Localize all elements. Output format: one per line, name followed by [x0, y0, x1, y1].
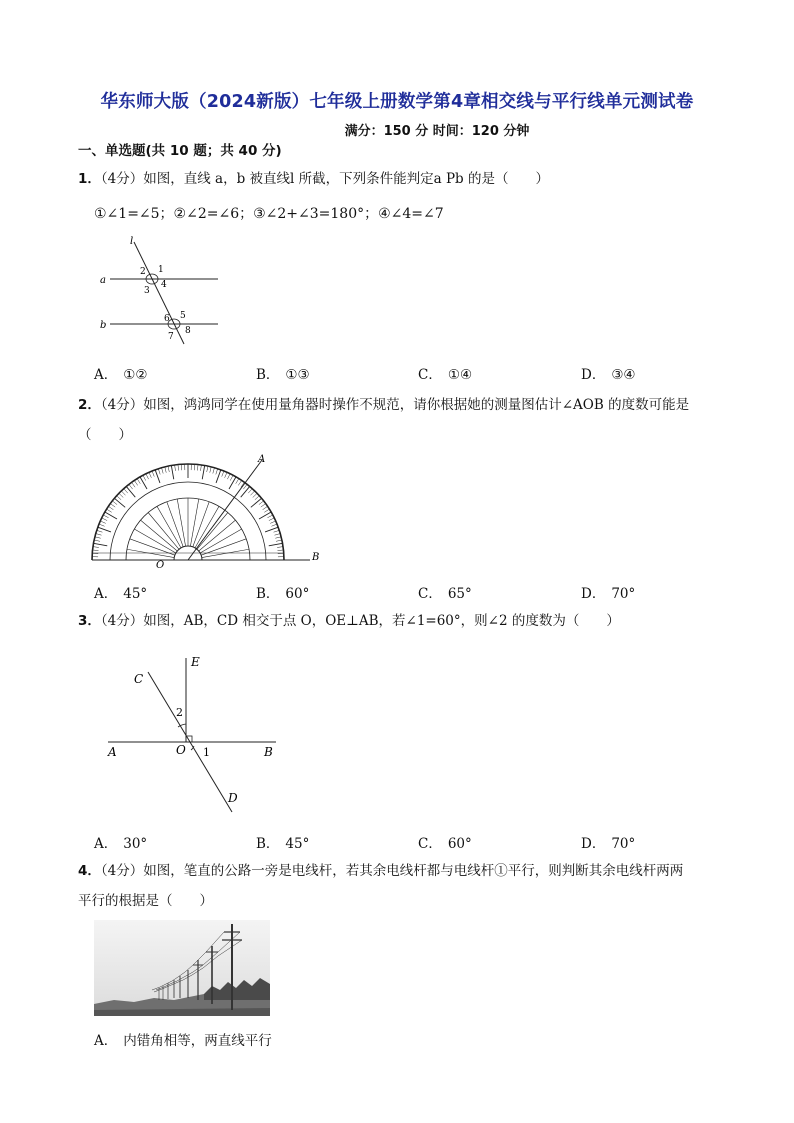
- angle-6: 6: [164, 314, 170, 324]
- power-poles-photo: [94, 920, 270, 1016]
- protractor-tick: [94, 540, 100, 541]
- protractor-tick: [267, 515, 272, 518]
- section-heading: 一、单选题(共 10 题；共 40 分): [78, 143, 282, 159]
- protractor-tick: [236, 479, 239, 484]
- option-d[interactable]: D． 70°: [581, 586, 636, 602]
- protractor-tick: [149, 472, 151, 477]
- protractor-tick: [264, 509, 269, 512]
- protractor-tick: [102, 518, 107, 521]
- protractor-tick: [197, 465, 198, 471]
- option-a[interactable]: A． 45°: [94, 586, 148, 602]
- protractor-tick: [269, 518, 274, 521]
- question-number: 3．: [78, 613, 101, 629]
- option-a[interactable]: A． 30°: [94, 836, 148, 852]
- protractor-tick: [274, 530, 280, 532]
- protractor-tick: [251, 498, 262, 507]
- protractor-tick: [124, 489, 128, 493]
- option-a[interactable]: A． 内错角相等，两直线平行: [94, 1033, 272, 1049]
- protractor-tick: [110, 504, 115, 508]
- protractor-tick: [278, 550, 284, 551]
- protractor-tick: [134, 480, 137, 485]
- question-1-conditions: ①∠1=∠5；②∠2=∠6；③∠2+∠3=180°；④∠4=∠7: [94, 206, 444, 222]
- protractor-spoke: [127, 549, 174, 557]
- option-c[interactable]: C． ①④: [418, 367, 473, 383]
- option-a[interactable]: A． ①②: [94, 367, 148, 383]
- option-b[interactable]: B． 45°: [256, 836, 310, 852]
- protractor-tick: [143, 475, 146, 480]
- exam-meta: 满分：150 分 时间：120 分钟: [344, 124, 530, 139]
- protractor-tick: [100, 521, 105, 523]
- protractor-tick: [121, 491, 125, 495]
- question-text-continued: （ ）: [78, 427, 132, 443]
- protractor-tick: [210, 467, 211, 473]
- question-number: 4．: [78, 863, 101, 879]
- protractor-tick: [114, 498, 125, 507]
- protractor-tick: [96, 534, 102, 536]
- protractor-tick: [222, 471, 224, 477]
- angle-7: 7: [168, 332, 174, 342]
- option-b[interactable]: B． ①③: [256, 367, 310, 383]
- option-d[interactable]: D． 70°: [581, 836, 636, 852]
- protractor-tick: [162, 468, 164, 474]
- question-text: （4分）如图，笔直的公路一旁是电线杆，若其余电线杆都与电线杆①平行，则判断其余电线杆两两: [100, 863, 684, 879]
- protractor-tick: [241, 486, 250, 497]
- protractor-tick: [230, 475, 233, 480]
- protractor-tick: [225, 472, 227, 477]
- protractor-tick: [178, 465, 179, 471]
- protractor-tick: [276, 540, 282, 541]
- protractor-tick: [263, 506, 268, 509]
- label-b: B: [264, 745, 273, 759]
- protractor-spoke: [190, 499, 198, 546]
- protractor-tick: [105, 512, 117, 519]
- protractor-tick: [168, 466, 169, 472]
- protractor-tick: [132, 482, 136, 487]
- label-a: A: [258, 454, 266, 465]
- option-c[interactable]: C． 65°: [418, 586, 472, 602]
- label-o: O: [156, 560, 165, 570]
- protractor-tick: [255, 496, 259, 500]
- angle-2-label: 2: [176, 706, 183, 719]
- angle-5: 5: [180, 311, 186, 321]
- protractor-tick: [103, 515, 108, 518]
- question-4: [78, 856, 738, 916]
- protractor-tick: [227, 474, 230, 479]
- protractor-tick: [165, 467, 166, 473]
- question-1-figure: [92, 232, 232, 350]
- question-text: （4分）如图，AB，CD 相交于点 O，OE⊥AB，若∠1=60°，则∠2 的度数为（ ）: [100, 613, 620, 629]
- label-l: l: [130, 236, 134, 247]
- protractor-tick: [108, 506, 113, 509]
- protractor-tick: [126, 486, 135, 497]
- question-text: （4分）如图，鸿鸿同学在使用量角器时操作不规范，请你根据她的测量图估计∠AOB 的度数可能是: [100, 397, 690, 413]
- protractor-tick: [112, 501, 117, 505]
- protractor-tick: [119, 493, 123, 497]
- angle-1: 1: [158, 265, 164, 275]
- protractor-tick: [99, 524, 105, 526]
- protractor-tick: [152, 471, 154, 477]
- angle-1-label: 1: [203, 746, 210, 759]
- question-number: 1．: [78, 171, 101, 187]
- question-text: （4分）如图，直线 a，b 被直线l 所截，下列条件能判定a Pb 的是（ ）: [100, 171, 549, 187]
- protractor-tick: [207, 466, 208, 472]
- question-number: 2．: [78, 397, 101, 413]
- protractor-tick: [248, 489, 252, 493]
- label-o: O: [176, 743, 186, 757]
- protractor-tick: [93, 543, 107, 545]
- protractor-tick: [146, 474, 149, 479]
- angle-3: 3: [144, 286, 150, 296]
- question-text-continued: 平行的根据是（ ）: [78, 893, 213, 909]
- angle-4: 4: [161, 280, 167, 290]
- protractor-spoke: [177, 499, 185, 546]
- protractor-tick: [93, 550, 99, 551]
- protractor-tick: [97, 530, 103, 532]
- protractor-tick: [238, 480, 241, 485]
- protractor-tick: [202, 465, 204, 479]
- protractor-tick: [270, 521, 275, 523]
- protractor-tick: [253, 493, 257, 497]
- protractor-tick: [95, 537, 101, 538]
- question-2: [78, 390, 738, 450]
- label-d: D: [228, 791, 238, 805]
- protractor-tick: [216, 469, 218, 475]
- option-d[interactable]: D． ③④: [581, 367, 636, 383]
- protractor-tick: [259, 512, 271, 519]
- protractor-tick: [175, 465, 176, 471]
- protractor-tick: [93, 547, 99, 548]
- protractor-spoke: [193, 502, 209, 547]
- protractor-tick: [269, 543, 283, 545]
- protractor-tick: [137, 479, 140, 484]
- label-b: B: [312, 552, 320, 563]
- protractor-tick: [275, 534, 281, 536]
- question-3-figure: [100, 650, 290, 816]
- protractor-figure: [88, 452, 328, 570]
- protractor-tick: [107, 509, 112, 512]
- option-c[interactable]: C． 60°: [418, 836, 472, 852]
- label-a: A: [108, 745, 117, 759]
- label-a: a: [100, 275, 106, 286]
- question-3: [78, 606, 738, 636]
- protractor-tick: [140, 477, 147, 489]
- protractor-tick: [277, 547, 283, 548]
- protractor-spoke: [202, 549, 249, 557]
- label-e: E: [191, 655, 200, 669]
- protractor-tick: [229, 477, 236, 489]
- protractor-tick: [171, 465, 173, 479]
- protractor-tick: [259, 501, 264, 505]
- document-title: 华东师大版（2024新版）七年级上册数学第4章相交线与平行线单元测试卷: [100, 92, 694, 112]
- angle-8: 8: [185, 326, 191, 336]
- protractor-tick: [129, 484, 133, 489]
- protractor-tick: [261, 504, 266, 508]
- question-1: [78, 164, 738, 194]
- label-b: b: [100, 320, 107, 331]
- protractor-tick: [213, 468, 215, 474]
- label-c: C: [134, 672, 144, 686]
- ray-oa: [188, 460, 262, 560]
- protractor-tick: [271, 524, 277, 526]
- angle-2: 2: [140, 267, 146, 277]
- protractor-tick: [158, 469, 160, 475]
- protractor-spoke: [167, 502, 183, 547]
- option-b[interactable]: B． 60°: [256, 586, 310, 602]
- protractor-tick: [201, 465, 202, 471]
- protractor-tick: [275, 537, 281, 538]
- protractor-tick: [251, 491, 255, 495]
- protractor-tick: [117, 496, 121, 500]
